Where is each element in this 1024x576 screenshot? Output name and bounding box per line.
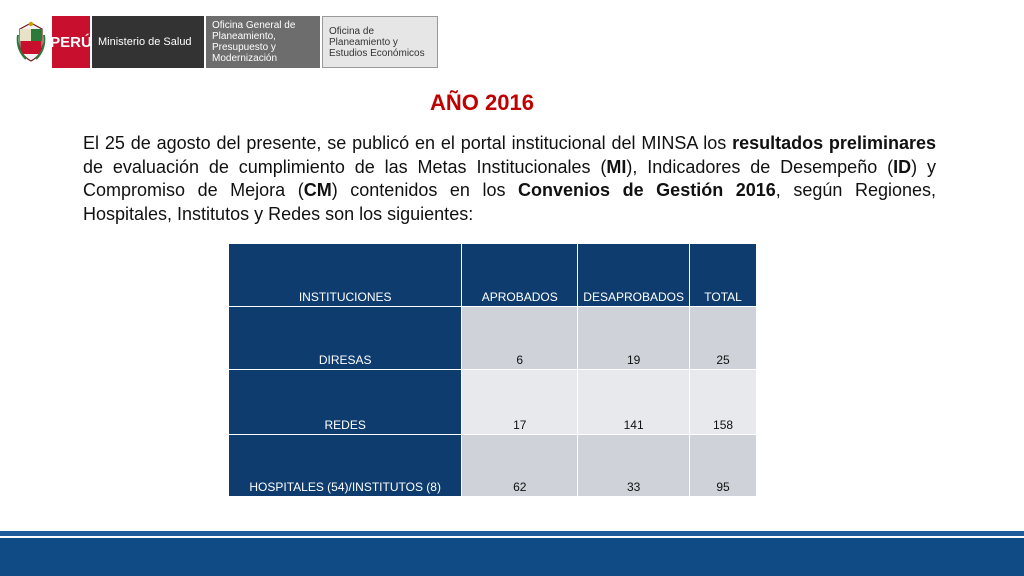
table-header-row	[229, 244, 757, 307]
approved-cell: 62	[462, 435, 578, 497]
table-row	[229, 370, 757, 435]
footer-bar	[0, 538, 1024, 576]
header-total: TOTAL	[690, 244, 757, 307]
table-row	[229, 307, 757, 370]
country-label: PERÚ	[52, 16, 92, 68]
approved-cell: 6	[462, 307, 578, 370]
institutional-header	[14, 16, 438, 68]
ministry-label: Ministerio de Salud	[92, 16, 206, 68]
header-instituciones: INSTITUCIONES	[229, 244, 462, 307]
disapproved-cell: 33	[578, 435, 690, 497]
disapproved-cell: 141	[578, 370, 690, 435]
table-row	[229, 435, 757, 497]
footer-divider	[0, 531, 1024, 536]
total-cell: 95	[690, 435, 757, 497]
total-cell: 158	[690, 370, 757, 435]
results-table	[228, 243, 757, 497]
office-general-label: Oficina General de Planeamiento, Presupuesto y Modernización	[206, 16, 322, 68]
approved-cell: 17	[462, 370, 578, 435]
page-title: AÑO 2016	[430, 90, 534, 115]
office-planning-label: Oficina de Planeamiento y Estudios Económicos	[322, 16, 438, 68]
institution-cell: REDES	[229, 370, 462, 435]
total-cell: 25	[690, 307, 757, 370]
coat-of-arms-icon	[14, 16, 48, 68]
institution-cell: DIRESAS	[229, 307, 462, 370]
header-aprobados: APROBADOS	[462, 244, 578, 307]
header-desaprobados: DESAPROBADOS	[578, 244, 690, 307]
intro-paragraph: El 25 de agosto del presente, se publicó en el portal institucional del MINSA los resultados preliminares de evaluación de cumplimiento de las Metas Institucionales (MI), Indicadores de Desempeño (ID) y Compromiso de Mejora (CM) contenidos en los Convenios de Gestión 2016, según Regiones, Hospitales, Institutos y Redes son los siguientes:	[83, 133, 937, 224]
institution-cell: HOSPITALES (54)/INSTITUTOS (8)	[229, 435, 462, 497]
disapproved-cell: 19	[578, 307, 690, 370]
